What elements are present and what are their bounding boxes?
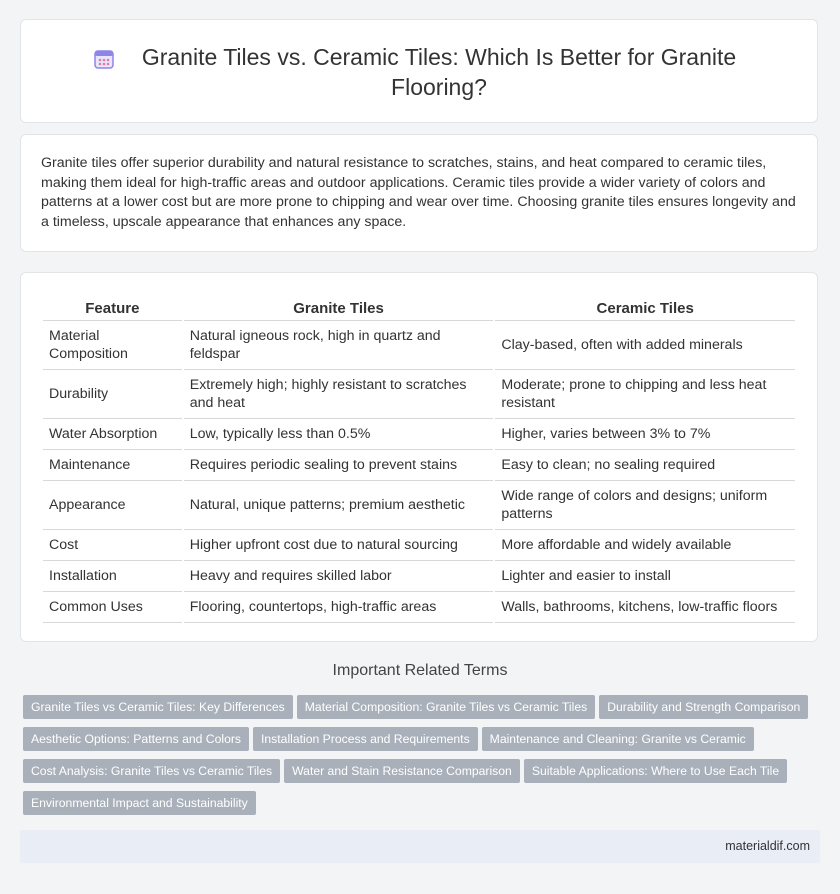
table-cell: Clay-based, often with added minerals bbox=[495, 321, 795, 370]
table-cell: Natural igneous rock, high in quartz and feldspar bbox=[184, 321, 494, 370]
related-term-tag[interactable]: Aesthetic Options: Patterns and Colors bbox=[23, 727, 249, 751]
table-cell: Flooring, countertops, high-traffic areas bbox=[184, 592, 494, 623]
related-term-tag[interactable]: Durability and Strength Comparison bbox=[599, 695, 808, 719]
table-cell: Moderate; prone to chipping and less heat resistant bbox=[495, 370, 795, 419]
header-feature: Feature bbox=[43, 295, 182, 321]
table-cell: Easy to clean; no sealing required bbox=[495, 450, 795, 481]
table-cell: Durability bbox=[43, 370, 182, 419]
table-cell: Low, typically less than 0.5% bbox=[184, 419, 494, 450]
table-row bbox=[43, 561, 795, 592]
header-ceramic: Ceramic Tiles bbox=[495, 295, 795, 321]
table-cell: Maintenance bbox=[43, 450, 182, 481]
related-term-tag[interactable]: Environmental Impact and Sustainability bbox=[23, 791, 256, 815]
table-header-row bbox=[43, 295, 795, 321]
table-cell: Requires periodic sealing to prevent stains bbox=[184, 450, 494, 481]
title-card bbox=[20, 19, 818, 123]
table-cell: Natural, unique patterns; premium aesthetic bbox=[184, 481, 494, 530]
table-cell: Extremely high; highly resistant to scratches and heat bbox=[184, 370, 494, 419]
table-cell: Common Uses bbox=[43, 592, 182, 623]
related-term-tag[interactable]: Cost Analysis: Granite Tiles vs Ceramic Tiles bbox=[23, 759, 280, 783]
footer-bar bbox=[20, 830, 820, 863]
table-cell: Walls, bathrooms, kitchens, low-traffic floors bbox=[495, 592, 795, 623]
table-row bbox=[43, 321, 795, 370]
table-row bbox=[43, 419, 795, 450]
table-cell: More affordable and widely available bbox=[495, 530, 795, 561]
table-cell: Wide range of colors and designs; uniform patterns bbox=[495, 481, 795, 530]
table-row bbox=[43, 481, 795, 530]
related-term-tag[interactable]: Granite Tiles vs Ceramic Tiles: Key Differences bbox=[23, 695, 293, 719]
related-term-tag[interactable]: Material Composition: Granite Tiles vs Ceramic Tiles bbox=[297, 695, 595, 719]
footer-site-link[interactable]: materialdif.com bbox=[725, 839, 810, 853]
header-granite: Granite Tiles bbox=[184, 295, 494, 321]
table-row bbox=[43, 450, 795, 481]
table-cell: Water Absorption bbox=[43, 419, 182, 450]
table-row bbox=[43, 592, 795, 623]
related-term-tag[interactable]: Maintenance and Cleaning: Granite vs Ceramic bbox=[482, 727, 754, 751]
table-cell: Appearance bbox=[43, 481, 182, 530]
comparison-card bbox=[20, 272, 818, 642]
table-row bbox=[43, 530, 795, 561]
related-term-tag[interactable]: Suitable Applications: Where to Use Each Tile bbox=[524, 759, 787, 783]
comparison-table bbox=[41, 295, 797, 623]
related-terms-list bbox=[23, 695, 823, 823]
table-cell: Higher, varies between 3% to 7% bbox=[495, 419, 795, 450]
related-terms-heading: Important Related Terms bbox=[332, 662, 508, 679]
table-cell: Lighter and easier to install bbox=[495, 561, 795, 592]
related-term-tag[interactable]: Installation Process and Requirements bbox=[253, 727, 478, 751]
related-term-tag[interactable]: Water and Stain Resistance Comparison bbox=[284, 759, 520, 783]
table-cell: Material Composition bbox=[43, 321, 182, 370]
table-cell: Installation bbox=[43, 561, 182, 592]
table-cell: Heavy and requires skilled labor bbox=[184, 561, 494, 592]
intro-paragraph: Granite tiles offer superior durability and natural resistance to scratches, stains, and heat compared to ceramic tiles, making them ideal for high-traffic areas and outdoor applications. Ceramic tiles provide a wider variety of colors and patterns at a lower cost but are more prone to chipping and wear over time. Choosing granite tiles ensures longevity and a timeless, upscale appearance that enhances any space. bbox=[41, 155, 796, 230]
intro-card bbox=[20, 134, 818, 252]
page-title: Granite Tiles vs. Ceramic Tiles: Which Is Better for Granite Flooring? bbox=[141, 44, 737, 100]
table-cell: Cost bbox=[43, 530, 182, 561]
table-row bbox=[43, 370, 795, 419]
table-cell: Higher upfront cost due to natural sourcing bbox=[184, 530, 494, 561]
